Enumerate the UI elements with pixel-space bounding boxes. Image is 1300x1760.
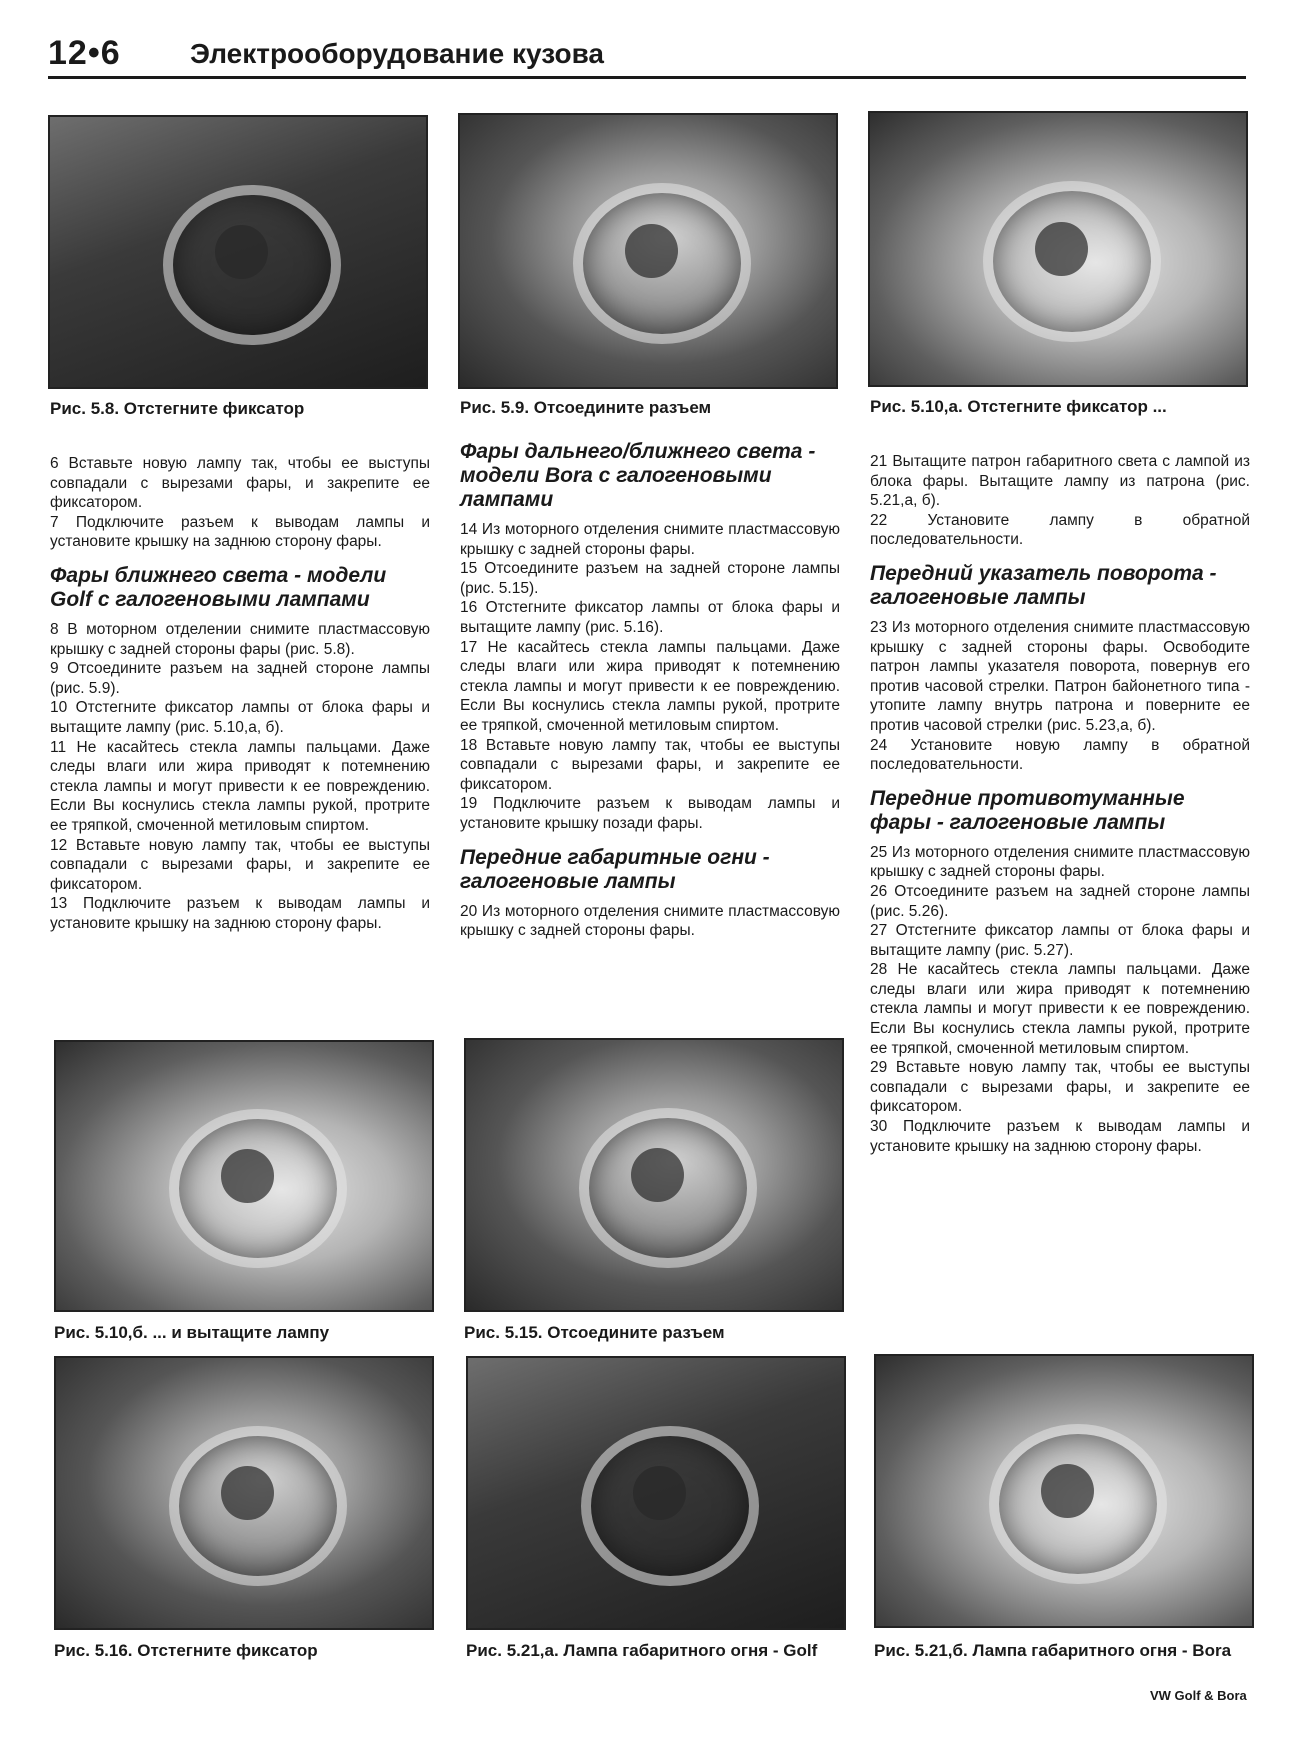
- figure-5-8-photo: [48, 115, 428, 389]
- step-paragraph: 9 Отсоедините разъем на задней стороне лампы (рис. 5.9).: [50, 660, 430, 697]
- figure-5-10b-photo: [54, 1040, 434, 1312]
- section-heading: Передний указатель поворота - галогеновые лампы: [870, 561, 1217, 609]
- figure-caption: Рис. 5.21,б. Лампа габаритного огня - Bora: [874, 1641, 1232, 1660]
- step-paragraph: 24 Установите новую лампу в обратной последовательности.: [870, 736, 1250, 774]
- step-paragraph: 18 Вставьте новую лампу так, чтобы ее выступы совпадали с вырезами фары, и закрепите ее фиксатором.: [460, 736, 840, 793]
- figure-caption: Рис. 5.21,а. Лампа габаритного огня - Golf: [466, 1641, 818, 1660]
- text-column-3: [870, 452, 1250, 1156]
- step-paragraph: 7 Подключите разъем к выводам лампы и установите крышку на заднюю сторону фары.: [50, 513, 430, 551]
- figure-5-21b-photo: [874, 1354, 1254, 1628]
- step-paragraph: 17 Не касайтесь стекла лампы пальцами. Даже следы влаги или жира приводят к потемнению стекла лампы и могут привести к ее повреждению. Если Вы коснулись стекла лампы рукой, протрите ее тряпкой, смоченной метиловым спиртом.: [460, 638, 840, 734]
- footer-model: VW Golf & Bora: [1150, 1688, 1247, 1703]
- text-column-2: [460, 440, 840, 941]
- chapter-title: Электрооборудование кузова: [190, 38, 604, 69]
- step-paragraph: 16 Отстегните фиксатор лампы от блока фары и вытащите лампу (рис. 5.16).: [460, 599, 840, 636]
- step-paragraph: 27 Отстегните фиксатор лампы от блока фары и вытащите лампу (рис. 5.27).: [870, 922, 1250, 959]
- figure-caption: Рис. 5.8. Отстегните фиксатор: [50, 399, 305, 418]
- step-paragraph: 12 Вставьте новую лампу так, чтобы ее выступы совпадали с вырезами фары, и закрепите ее фиксатором.: [50, 836, 430, 893]
- section-heading: Фары дальнего/ближнего света - модели Bora с галогеновыми лампами: [460, 440, 816, 511]
- step-paragraph: 15 Отсоедините разъем на задней стороне лампы (рис. 5.15).: [460, 560, 840, 597]
- step-paragraph: 23 Из моторного отделения снимите пластмассовую крышку с задней стороны фары. Освободите патрон лампы указателя поворота, повернув его против часовой стрелки. Патрон байонетного типа - утопите лампу внутрь патрона и поверните ее против часовой стрелки (рис. 5.23,а, б).: [870, 618, 1250, 734]
- figure-5-15-photo: [464, 1038, 844, 1312]
- figure-caption: Рис. 5.10,б. ... и вытащите лампу: [54, 1323, 330, 1342]
- figure-caption: Рис. 5.9. Отсоедините разъем: [460, 398, 712, 417]
- section-heading: Фары ближнего света - модели Golf с галогеновыми лампами: [50, 563, 387, 611]
- page-number: 12•6: [48, 34, 121, 72]
- figure-caption: Рис. 5.16. Отстегните фиксатор: [54, 1641, 318, 1660]
- step-paragraph: 13 Подключите разъем к выводам лампы и установите крышку на заднюю сторону фары.: [50, 895, 430, 932]
- step-paragraph: 8 В моторном отделении снимите пластмассовую крышку с задней стороны фары (рис. 5.8).: [50, 620, 430, 658]
- step-paragraph: 25 Из моторного отделения снимите пластмассовую крышку с задней стороны фары.: [870, 843, 1250, 881]
- step-paragraph: 28 Не касайтесь стекла лампы пальцами. Даже следы влаги или жира приводят к потемнению стекла лампы и могут привести к ее повреждению. Если Вы коснулись стекла лампы рукой, протрите ее тряпкой, смоченной метиловым спиртом.: [870, 961, 1250, 1057]
- step-paragraph: 30 Подключите разъем к выводам лампы и установите крышку на заднюю сторону фары.: [870, 1118, 1250, 1155]
- figure-5-21a-photo: [466, 1356, 846, 1630]
- figure-5-9-photo: [458, 113, 838, 389]
- step-paragraph: 20 Из моторного отделения снимите пластмассовую крышку с задней стороны фары.: [460, 902, 840, 940]
- page-header: [48, 30, 1246, 79]
- step-paragraph: 10 Отстегните фиксатор лампы от блока фары и вытащите лампу (рис. 5.10,а, б).: [50, 699, 430, 736]
- step-paragraph: 6 Вставьте новую лампу так, чтобы ее выступы совпадали с вырезами фары, и закрепите ее фиксатором.: [50, 455, 430, 512]
- figure-5-16-photo: [54, 1356, 434, 1630]
- figure-5-10a-photo: [868, 111, 1248, 387]
- step-paragraph: 26 Отсоедините разъем на задней стороне лампы (рис. 5.26).: [870, 882, 1250, 920]
- text-column-1: [50, 454, 430, 933]
- figure-caption: Рис. 5.15. Отсоедините разъем: [464, 1323, 725, 1342]
- section-heading: Передние противотуманные фары - галогеновые лампы: [870, 786, 1185, 834]
- step-paragraph: 21 Вытащите патрон габаритного света с лампой из блока фары. Вытащите лампу из патрона (рис. 5.21,а, б).: [870, 453, 1250, 510]
- step-paragraph: 19 Подключите разъем к выводам лампы и установите крышку позади фары.: [460, 795, 840, 832]
- figure-caption: Рис. 5.10,а. Отстегните фиксатор ...: [870, 397, 1167, 416]
- step-paragraph: 22 Установите лампу в обратной последовательности.: [870, 511, 1250, 549]
- section-heading: Передние габаритные огни - галогеновые лампы: [460, 845, 770, 893]
- step-paragraph: 11 Не касайтесь стекла лампы пальцами. Даже следы влаги или жира приводят к потемнению стекла лампы и могут привести к ее повреждению. Если Вы коснулись стекла лампы рукой, протрите ее тряпкой, смоченной метиловым спиртом.: [50, 738, 430, 834]
- step-paragraph: 29 Вставьте новую лампу так, чтобы ее выступы совпадали с вырезами фары, и закрепите ее фиксатором.: [870, 1059, 1250, 1116]
- step-paragraph: 14 Из моторного отделения снимите пластмассовую крышку с задней стороны фары.: [460, 521, 840, 558]
